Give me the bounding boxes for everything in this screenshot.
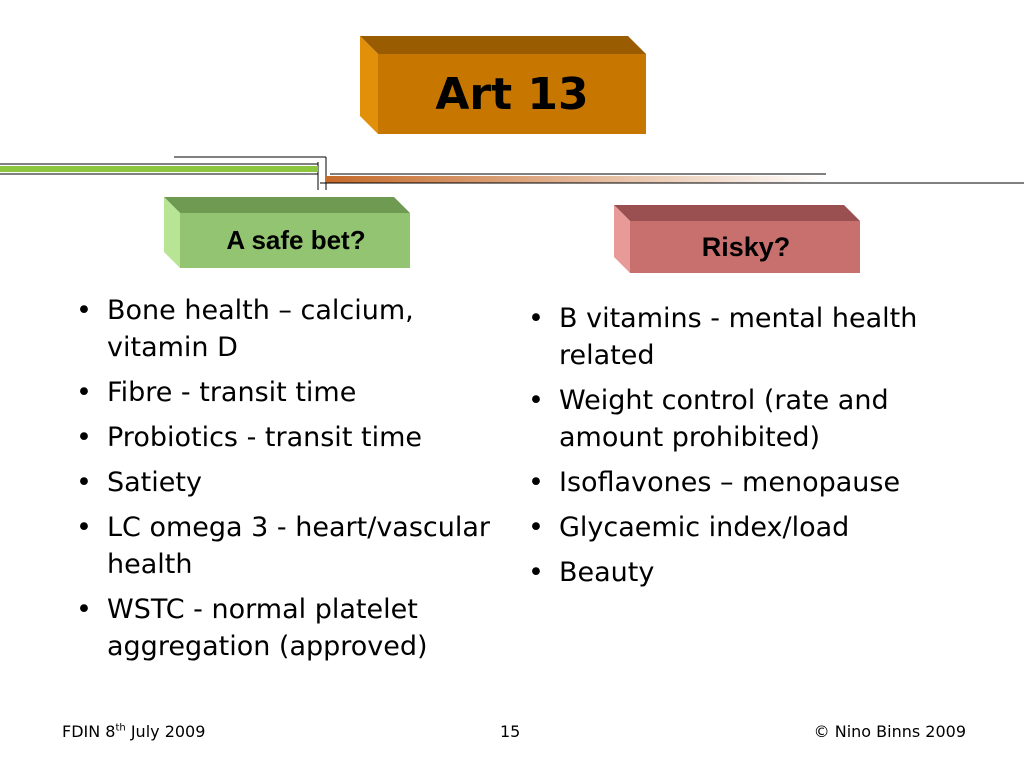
list-item: • B vitamins - mental health related [524,300,964,374]
footer-date-prefix: FDIN 8 [62,722,116,741]
risky-box [614,205,860,273]
list-item: • Probiotics - transit time [72,419,492,456]
footer-date [62,722,205,741]
footer-date-sup: th [115,722,126,734]
list-item: • Bone health – calcium, vitamin D [72,292,492,366]
safe-bet-list [72,292,492,673]
list-item: • Fibre - transit time [72,374,492,411]
list-item: • Glycaemic index/load [524,509,964,546]
list-item: • WSTC - normal platelet aggregation (approved) [72,591,492,665]
list-item: • Satiety [72,464,492,501]
copyright: © Nino Binns 2009 [813,722,966,741]
decorative-divider [0,150,1024,195]
list-item: • LC omega 3 - heart/vascular health [72,509,492,583]
page-title: Art 13 [435,68,589,120]
safe-bet-heading: A safe bet? [226,225,366,255]
list-item: • Beauty [524,554,964,591]
title-box [360,36,646,134]
list-item: • Isoflavones – menopause [524,464,964,501]
list-item: • Weight control (rate and amount prohibited) [524,382,964,456]
risky-list [524,300,964,599]
footer-date-suffix: July 2009 [125,722,206,741]
page-number: 15 [500,722,521,741]
risky-heading: Risky? [701,231,791,262]
safe-bet-box [164,197,410,268]
